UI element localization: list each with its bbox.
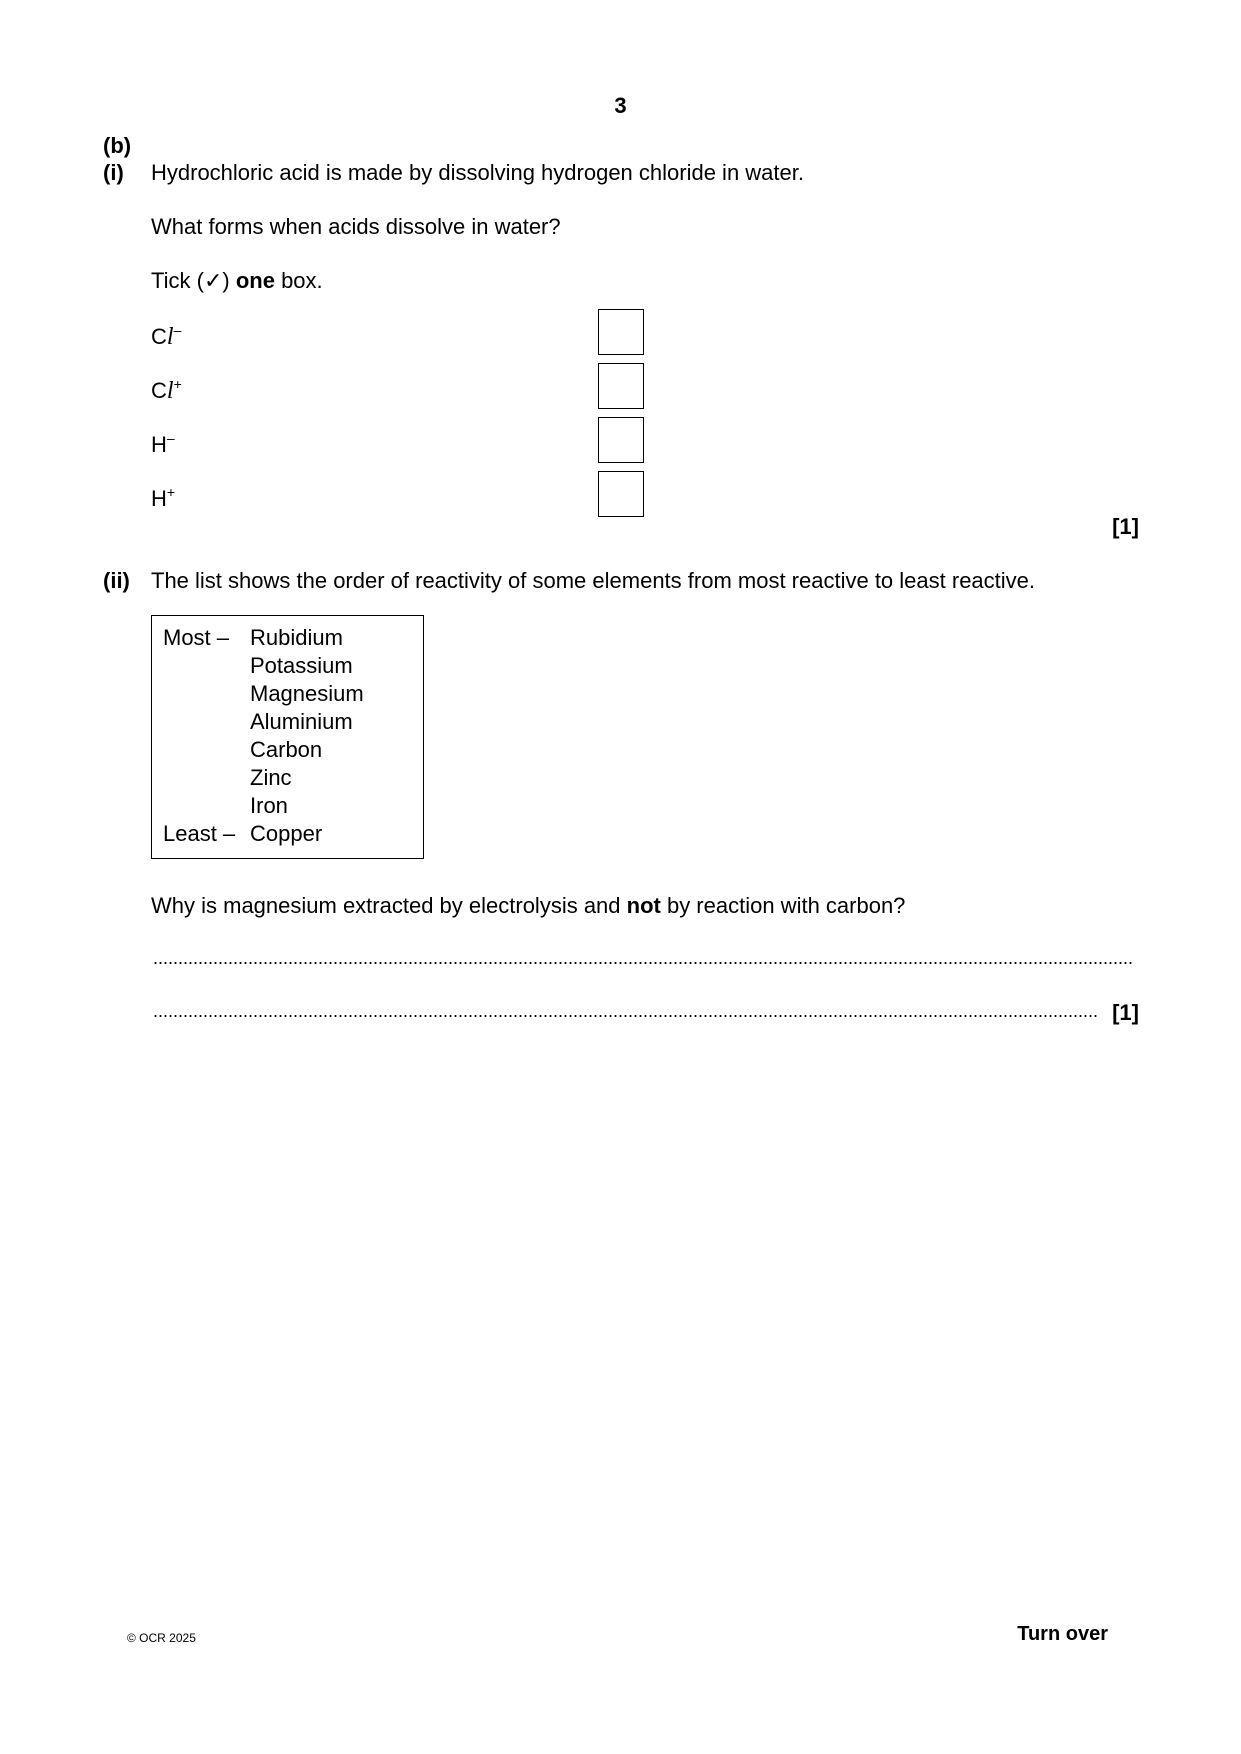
option-base: H	[151, 486, 167, 511]
tick-instruction	[151, 270, 323, 292]
option-base: H	[151, 432, 167, 457]
checkbox-cl-minus[interactable]	[598, 309, 644, 355]
question-number-i: (i)	[103, 160, 124, 185]
copyright: © OCR 2025	[127, 1631, 196, 1645]
list-item: Iron	[250, 793, 288, 818]
list-item: Potassium	[250, 653, 353, 678]
option-base: C	[151, 378, 167, 403]
reactivity-list	[151, 615, 424, 859]
option-charge: +	[166, 484, 176, 500]
list-item: Copper	[250, 821, 323, 846]
list-tag-most: Most –	[163, 625, 230, 650]
question-ii-prompt	[151, 895, 905, 917]
question-number-ii: (ii)	[103, 568, 130, 593]
question-i-prompt: What forms when acids dissolve in water?	[151, 214, 561, 239]
question-suffix: by reaction with carbon?	[660, 893, 906, 918]
answer-line[interactable]	[153, 962, 1133, 964]
option-charge: –	[166, 430, 175, 446]
question-prefix: Why is magnesium extracted by electrolysis and	[151, 893, 627, 918]
option-charge: –	[173, 322, 182, 338]
option-cl-minus	[151, 323, 181, 349]
page-number: 3	[614, 93, 627, 118]
list-item: Carbon	[250, 737, 323, 762]
part-label: (b)	[103, 133, 132, 158]
option-h-minus	[151, 431, 175, 456]
question-bold: not	[626, 893, 661, 918]
marks-i: [1]	[1112, 514, 1139, 539]
instruction-bold: one	[235, 268, 275, 293]
list-item: Rubidium	[250, 625, 343, 650]
option-italic: l	[166, 378, 174, 404]
list-tag-least: Least –	[163, 821, 236, 846]
turn-over: Turn over	[1017, 1623, 1108, 1645]
checkbox-h-plus[interactable]	[598, 471, 644, 517]
option-italic: l	[166, 324, 174, 350]
option-charge: +	[173, 376, 182, 392]
checkbox-h-minus[interactable]	[598, 417, 644, 463]
instruction-prefix: Tick (✓)	[151, 268, 236, 293]
option-h-plus	[151, 485, 175, 510]
question-i-stem: Hydrochloric acid is made by dissolving hydrogen chloride in water.	[151, 160, 804, 185]
checkbox-cl-plus[interactable]	[598, 363, 644, 409]
list-item: Aluminium	[250, 709, 353, 734]
question-ii-stem: The list shows the order of reactivity of some elements from most reactive to least reactive.	[151, 568, 1036, 593]
answer-line[interactable]	[153, 1015, 1098, 1017]
marks-ii: [1]	[1112, 1000, 1139, 1025]
list-item: Zinc	[250, 765, 292, 790]
option-base: C	[151, 324, 167, 349]
option-cl-plus	[151, 377, 182, 403]
list-item: Magnesium	[250, 681, 364, 706]
instruction-suffix: box.	[274, 268, 323, 293]
